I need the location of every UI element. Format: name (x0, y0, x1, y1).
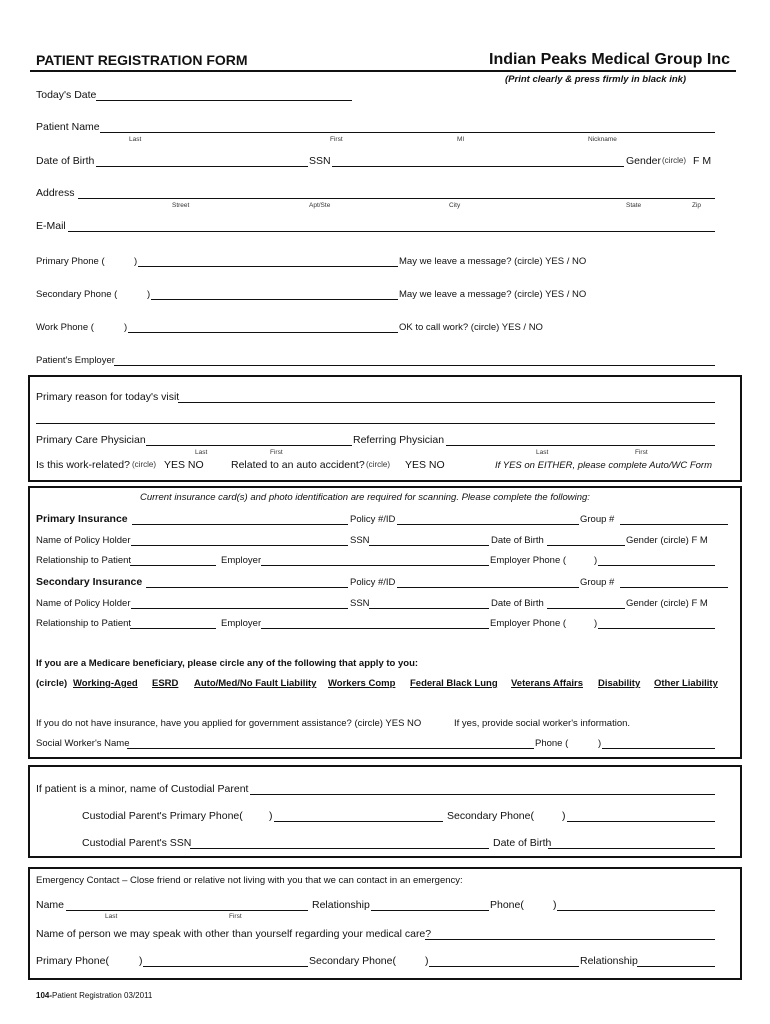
medicare-option-auto-med[interactable]: Auto/Med/No Fault Liability (194, 678, 317, 689)
emergency-relationship2-field[interactable] (637, 966, 715, 967)
name-sub-mi: MI (457, 136, 465, 143)
custodial-secondary-phone-label: Secondary Phone( (447, 810, 534, 822)
name-sub-last: Last (129, 136, 142, 143)
patient-name-label: Patient Name (36, 121, 100, 133)
emergency-sub-last: Last (105, 913, 118, 920)
primary-phone-label: Primary Phone ( (36, 256, 105, 267)
address-sub-city: City (449, 202, 461, 209)
primary-msg-question[interactable]: May we leave a message? (circle) YES / NO (399, 256, 587, 267)
emergency-secondary-phone-paren: ) (425, 955, 429, 967)
employer-label: Patient's Employer (36, 355, 115, 366)
medicare-circle: (circle) (36, 678, 68, 689)
primary-dob-label: Date of Birth (491, 535, 544, 546)
primary-phone-field[interactable] (138, 266, 398, 267)
no-insurance-question[interactable]: If you do not have insurance, have you applied for government assistance? (circle) YES NO (36, 718, 422, 729)
emergency-phone-field[interactable] (557, 910, 715, 911)
emergency-primary-phone-paren: ) (139, 955, 143, 967)
emergency-primary-phone-label: Primary Phone( (36, 955, 109, 967)
primary-relationship-field[interactable] (130, 565, 216, 566)
secondary-phone-paren: ) (147, 289, 151, 300)
emergency-relationship-label: Relationship (312, 899, 370, 911)
primary-policy-label: Policy #/ID (350, 514, 396, 525)
name-sub-first: First (330, 136, 343, 143)
primary-employer-phone-paren: ) (594, 555, 598, 566)
social-worker-info: If yes, provide social worker's information. (454, 718, 631, 729)
address-sub-state: State (626, 202, 642, 209)
custodial-parent-label: If patient is a minor, name of Custodial Parent (36, 783, 249, 795)
speak-with-field[interactable] (425, 939, 715, 940)
ssn-label: SSN (309, 155, 331, 167)
emergency-relationship-field[interactable] (371, 910, 489, 911)
secondary-group-field[interactable] (620, 587, 728, 588)
emergency-secondary-phone-field[interactable] (429, 966, 579, 967)
name-sub-nickname: Nickname (588, 136, 617, 143)
secondary-employer-label: Employer (221, 618, 262, 629)
medicare-heading: If you are a Medicare beneficiary, please circle any of the following that apply to you: (36, 658, 419, 669)
ref-sub-first: First (635, 449, 648, 456)
secondary-policy-field[interactable] (397, 587, 579, 588)
dob-label: Date of Birth (36, 155, 95, 167)
social-worker-label: Social Worker's Name (36, 738, 130, 749)
social-worker-phone-field[interactable] (602, 748, 715, 749)
auto-accident-label: Related to an auto accident? (231, 459, 365, 471)
referring-label: Referring Physician (353, 434, 445, 446)
secondary-policy-label: Policy #/ID (350, 577, 396, 588)
primary-ssn-label: SSN (350, 535, 370, 546)
employer-field[interactable] (114, 365, 715, 366)
custodial-secondary-phone-paren: ) (562, 810, 566, 822)
instructions: (Print clearly & press firmly in black ink) (505, 74, 687, 85)
speak-with-label: Name of person we may speak with other than yourself regarding your medical care? (36, 928, 432, 940)
todays-date-label: Today's Date (36, 89, 97, 101)
gender-label: Gender (626, 155, 662, 167)
emergency-heading: Emergency Contact – Close friend or relative not living with you that we can contact in an emergency: (36, 875, 463, 886)
email-field[interactable] (68, 231, 715, 232)
secondary-dob-field[interactable] (547, 608, 625, 609)
secondary-phone-label: Secondary Phone ( (36, 289, 118, 300)
primary-employer-field[interactable] (261, 565, 489, 566)
secondary-employer-field[interactable] (261, 628, 489, 629)
work-related-label: Is this work-related? (36, 459, 130, 471)
emergency-primary-phone-field[interactable] (143, 966, 308, 967)
secondary-ssn-field[interactable] (369, 608, 489, 609)
secondary-dob-label: Date of Birth (491, 598, 544, 609)
custodial-ssn-field[interactable] (190, 848, 489, 849)
work-call-question[interactable]: OK to call work? (circle) YES / NO (399, 322, 543, 333)
primary-ssn-field[interactable] (369, 545, 489, 546)
social-worker-phone-paren: ) (598, 738, 602, 749)
custodial-dob-label: Date of Birth (493, 837, 552, 849)
pcp-sub-first: First (270, 449, 283, 456)
emergency-name-label: Name (36, 899, 65, 911)
medicare-option-other[interactable]: Other Liability (654, 678, 718, 689)
email-label: E-Mail (36, 220, 66, 232)
secondary-holder-label: Name of Policy Holder (36, 598, 131, 609)
secondary-employer-phone-field[interactable] (598, 628, 715, 629)
custodial-primary-phone-paren: ) (269, 810, 273, 822)
primary-employer-label: Employer (221, 555, 262, 566)
reason-field-2[interactable] (36, 423, 715, 424)
primary-holder-label: Name of Policy Holder (36, 535, 131, 546)
medicare-option-workers-comp[interactable]: Workers Comp (328, 678, 396, 689)
org-name: Indian Peaks Medical Group Inc (489, 51, 730, 68)
secondary-insurance-label: Secondary Insurance (36, 576, 143, 588)
primary-policy-field[interactable] (397, 524, 579, 525)
reason-label: Primary reason for today's visit (36, 391, 180, 403)
auto-accident-options[interactable]: YES NO (405, 459, 445, 471)
primary-insurance-label: Primary Insurance (36, 513, 128, 525)
address-sub-apt: Apt/Ste (309, 202, 331, 209)
custodial-secondary-phone-field[interactable] (567, 821, 715, 822)
header-rule (30, 70, 736, 72)
emergency-relationship2-label: Relationship (580, 955, 638, 967)
primary-group-label: Group # (580, 514, 615, 525)
either-note: If YES on EITHER, please complete Auto/WC Form (495, 460, 712, 471)
primary-employer-phone-field[interactable] (598, 565, 715, 566)
ssn-field[interactable] (332, 166, 624, 167)
primary-gender[interactable]: Gender (circle) F M (626, 535, 708, 546)
custodial-dob-field[interactable] (548, 848, 715, 849)
secondary-group-label: Group # (580, 577, 615, 588)
primary-relationship-label: Relationship to Patient (36, 555, 132, 566)
patient-name-field[interactable] (100, 132, 715, 133)
referring-field[interactable] (446, 445, 715, 446)
medicare-option-black-lung[interactable]: Federal Black Lung (410, 678, 498, 689)
emergency-secondary-phone-label: Secondary Phone( (309, 955, 396, 967)
custodial-primary-phone-label: Custodial Parent's Primary Phone( (82, 810, 243, 822)
todays-date-field[interactable] (96, 100, 352, 101)
dob-field[interactable] (96, 166, 308, 167)
pcp-sub-last: Last (195, 449, 208, 456)
primary-insurance-field[interactable] (132, 524, 348, 525)
primary-dob-field[interactable] (547, 545, 625, 546)
medicare-option-working-aged[interactable]: Working-Aged (73, 678, 138, 689)
secondary-relationship-label: Relationship to Patient (36, 618, 132, 629)
secondary-relationship-field[interactable] (130, 628, 216, 629)
medicare-option-veterans[interactable]: Veterans Affairs (511, 678, 583, 689)
auto-accident-circle: (circle) (366, 460, 390, 469)
primary-holder-field[interactable] (131, 545, 348, 546)
form-title: PATIENT REGISTRATION FORM (36, 52, 248, 68)
address-label: Address (36, 187, 75, 199)
medicare-option-esrd[interactable]: ESRD (152, 678, 179, 689)
work-phone-label: Work Phone ( (36, 322, 94, 333)
emergency-name-field[interactable] (66, 910, 308, 911)
address-sub-street: Street (172, 202, 190, 209)
secondary-employer-phone-paren: ) (594, 618, 598, 629)
secondary-employer-phone-label: Employer Phone ( (490, 618, 567, 629)
primary-employer-phone-label: Employer Phone ( (490, 555, 567, 566)
primary-phone-paren: ) (134, 256, 138, 267)
work-related-options[interactable]: YES NO (164, 459, 204, 471)
ref-sub-last: Last (536, 449, 549, 456)
emergency-sub-first: First (229, 913, 242, 920)
gender-options[interactable]: F M (693, 155, 712, 167)
footer (36, 991, 152, 1000)
custodial-primary-phone-field[interactable] (274, 821, 443, 822)
gender-circle: (circle) (662, 156, 686, 165)
secondary-ssn-label: SSN (350, 598, 370, 609)
footer-form-name: Patient Registration 03/2011 (52, 991, 153, 1000)
custodial-parent-field[interactable] (250, 794, 715, 795)
primary-group-field[interactable] (620, 524, 728, 525)
emergency-phone-paren: ) (553, 899, 557, 911)
social-worker-field[interactable] (127, 748, 534, 749)
work-phone-paren: ) (124, 322, 128, 333)
secondary-holder-field[interactable] (131, 608, 348, 609)
secondary-msg-question[interactable]: May we leave a message? (circle) YES / NO (399, 289, 587, 300)
medicare-option-disability[interactable]: Disability (598, 678, 641, 689)
address-sub-zip: Zip (692, 202, 702, 209)
secondary-phone-field[interactable] (151, 299, 398, 300)
custodial-ssn-label: Custodial Parent's SSN (82, 837, 192, 849)
social-worker-phone-label: Phone ( (535, 738, 569, 749)
pcp-label: Primary Care Physician (36, 434, 146, 446)
work-related-circle: (circle) (132, 460, 156, 469)
footer-form-number: 104- (36, 991, 53, 1000)
work-phone-field[interactable] (128, 332, 398, 333)
secondary-insurance-field[interactable] (146, 587, 348, 588)
secondary-gender[interactable]: Gender (circle) F M (626, 598, 708, 609)
insurance-notice: Current insurance card(s) and photo identification are required for scanning. Please complete the following: (140, 492, 590, 503)
reason-field[interactable] (178, 402, 715, 403)
emergency-phone-label: Phone( (490, 899, 524, 911)
pcp-field[interactable] (146, 445, 352, 446)
address-field[interactable] (78, 198, 715, 199)
